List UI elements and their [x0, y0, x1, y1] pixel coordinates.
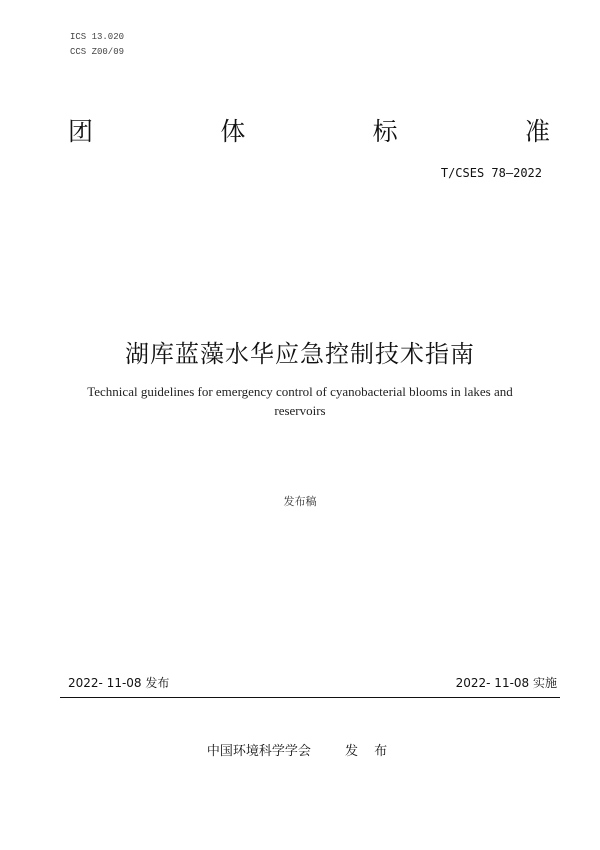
ccs-code: CCS Z00/09 [70, 47, 125, 57]
title-english: Technical guidelines for emergency control of cyanobacterial blooms in lakes and reservoirs [87, 384, 513, 418]
publish-word: 发 布 [344, 744, 394, 759]
classification-codes [70, 30, 124, 60]
publisher-line [0, 740, 600, 759]
draft-label: 发布稿 [283, 495, 317, 508]
title-chinese: 湖库蓝藻水华应急控制技术指南 [125, 340, 475, 368]
implement-date: 2022- 11-08 实施 [455, 676, 557, 690]
date-row [68, 674, 557, 691]
issue-date: 2022- 11-08 发布 [68, 676, 170, 690]
standard-type-heading [68, 112, 550, 148]
standard-type-char: 体 [220, 117, 246, 146]
publisher-name: 中国环境科学学会 [206, 744, 311, 759]
standard-number: T/CSES 78—2022 [440, 166, 542, 180]
standard-type-char: 团 [68, 117, 94, 146]
divider-line [60, 697, 560, 698]
standard-type-char: 标 [372, 117, 398, 146]
standard-type-char: 准 [524, 117, 550, 146]
ics-code: ICS 13.020 [70, 32, 125, 42]
